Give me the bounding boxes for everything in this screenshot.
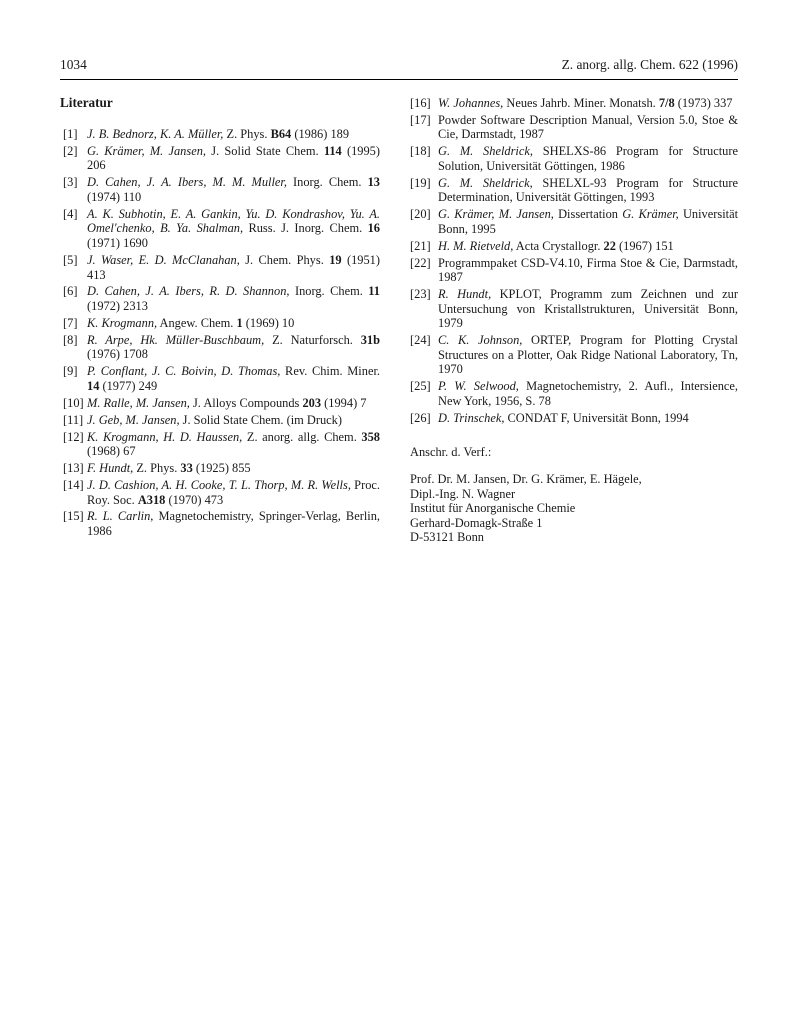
reference-volume: 19: [329, 252, 342, 267]
reference-text: (1967) 151: [615, 238, 674, 253]
reference-authors: R. Hundt,: [438, 287, 492, 302]
reference-number: [26]: [410, 410, 431, 425]
reference-text: Neues Jahrb. Miner. Monatsh.: [503, 96, 659, 110]
reference-volume: 14: [87, 378, 100, 393]
reference-text: (1994) 7: [321, 395, 367, 410]
reference-text: (1970) 473: [165, 492, 224, 507]
left-column: [60, 96, 380, 541]
header-rule: [60, 79, 738, 80]
address-line: Prof. Dr. M. Jansen, Dr. G. Krämer, E. Hägele,: [410, 472, 642, 487]
reference-authors: J. Waser, E. D. McClanahan,: [87, 252, 240, 267]
reference-item: [60, 396, 380, 411]
reference-number: [21]: [410, 238, 431, 253]
reference-item: [410, 239, 738, 254]
reference-item: [60, 478, 380, 507]
reference-authors: C. K. Johnson,: [438, 333, 523, 348]
address-lines: [410, 472, 738, 545]
reference-text: (1972) 2313: [87, 299, 148, 314]
reference-number: [12]: [63, 429, 84, 444]
reference-authors: P. Conflant, J. C. Boivin, D. Thomas,: [87, 364, 281, 379]
reference-text: (1976) 1708: [87, 347, 148, 362]
reference-volume: 11: [368, 284, 380, 299]
reference-text: J. Solid State Chem.: [206, 143, 324, 158]
reference-number: [20]: [410, 207, 431, 222]
reference-text: Inorg. Chem.: [289, 284, 369, 299]
reference-number: [18]: [410, 144, 431, 159]
reference-text: (1951) 413: [87, 252, 380, 282]
reference-text: Angew. Chem.: [157, 315, 237, 330]
reference-number: [10]: [63, 395, 84, 410]
reference-number: [15]: [63, 509, 84, 524]
address-label: Anschr. d. Verf.:: [410, 445, 492, 460]
reference-text: Dissertation: [553, 207, 623, 222]
reference-text: Universität Bonn, 1995: [438, 207, 739, 236]
page-number: 1034: [60, 57, 87, 72]
reference-authors: F. Hundt,: [87, 461, 134, 476]
reference-item: [60, 144, 380, 173]
reference-text: Inorg. Chem.: [286, 175, 368, 190]
reference-item: [60, 333, 380, 362]
address-line: Institut für Anorganische Chemie: [410, 501, 576, 516]
reference-number: [11]: [63, 412, 84, 427]
reference-text: (1986) 189: [291, 127, 350, 141]
reference-item: [60, 253, 380, 282]
reference-item: [60, 364, 380, 393]
reference-volume: 31b: [360, 332, 381, 347]
reference-item: [60, 413, 380, 428]
reference-text: (1977) 249: [99, 378, 158, 393]
reference-text: Z. Naturforsch.: [264, 332, 361, 347]
reference-text: Z. Phys.: [223, 127, 271, 141]
reference-text: Proc. Roy. Soc.: [87, 477, 380, 507]
reference-volume: 1: [236, 315, 243, 330]
reference-text: (1968) 67: [87, 444, 136, 459]
reference-number: [17]: [410, 112, 431, 127]
reference-volume: 16: [367, 221, 380, 236]
reference-volume: 33: [180, 461, 193, 476]
reference-text: (1974) 110: [87, 189, 142, 204]
reference-number: [13]: [63, 461, 84, 476]
reference-text: Programmpaket CSD-V4.10, Firma Stoe & Cie, Darmstadt, 1987: [438, 255, 738, 285]
reference-list-left: [60, 127, 380, 539]
reference-number: [24]: [410, 333, 431, 348]
reference-number: [16]: [410, 96, 431, 110]
reference-volume: 7/8: [658, 96, 675, 110]
reference-item: [60, 175, 380, 204]
reference-text: Russ. J. Inorg. Chem.: [243, 221, 368, 236]
reference-text: (1995) 206: [87, 143, 381, 173]
reference-text: J. Alloys Compounds: [189, 395, 303, 410]
reference-authors: D. Cahen, J. A. Ibers, R. D. Shannon,: [87, 284, 290, 299]
reference-item: [60, 207, 380, 251]
reference-item: [410, 256, 738, 285]
reference-item: [410, 96, 738, 111]
reference-number: [25]: [410, 379, 431, 394]
reference-text: SHELXS-86 Program for Structure Solution, Universität Göttingen, 1986: [438, 144, 738, 173]
reference-number: [6]: [63, 284, 78, 299]
reference-item: [410, 379, 738, 408]
reference-number: [5]: [63, 252, 78, 267]
reference-text: Z. anorg. allg. Chem.: [242, 429, 362, 444]
reference-authors: G. M. Sheldrick,: [438, 144, 533, 159]
reference-text: J. Chem. Phys.: [239, 252, 330, 267]
reference-volume: B64: [270, 127, 292, 141]
reference-authors: K. Krogmann,: [87, 315, 158, 330]
reference-text: Magnetochemistry, 2. Aufl., Intersience, New York, 1956, S. 78: [438, 379, 738, 408]
reference-item: [60, 430, 380, 459]
reference-item: [60, 316, 380, 331]
reference-text: (1969) 10: [242, 315, 295, 330]
reference-authors: J. D. Cashion, A. H. Cooke, T. L. Thorp, M. R. Wells,: [87, 477, 351, 492]
reference-number: [9]: [63, 364, 78, 379]
reference-number: [8]: [63, 332, 78, 347]
reference-authors: M. Ralle, M. Jansen,: [87, 395, 190, 410]
reference-volume: 358: [361, 429, 380, 444]
reference-text: (1925) 855: [192, 461, 251, 476]
reference-authors: J. Geb, M. Jansen,: [87, 412, 180, 427]
right-column: [410, 96, 738, 545]
reference-number: [2]: [63, 143, 78, 158]
reference-volume: A318: [137, 492, 166, 507]
reference-volume: 114: [323, 143, 342, 158]
reference-text: ORTEP, Program for Plotting Crystal Structures on a Plotter, Oak Ridge National Laboratory, Tn, 1970: [438, 333, 738, 377]
reference-item: [410, 113, 738, 142]
reference-text: Rev. Chim. Miner.: [280, 364, 380, 379]
reference-text: (1971) 1690: [87, 236, 148, 251]
reference-item: [60, 284, 380, 313]
reference-authors: R. L. Carlin,: [87, 509, 154, 524]
reference-authors: G. M. Sheldrick,: [438, 175, 533, 190]
reference-authors: R. Arpe, Hk. Müller-Buschbaum,: [87, 332, 265, 347]
reference-item: [60, 127, 380, 142]
address-line: D-53121 Bonn: [410, 530, 484, 545]
reference-text: Magnetochemistry, Springer-Verlag, Berlin, 1986: [87, 509, 381, 538]
reference-authors: W. Johannes,: [438, 96, 504, 110]
reference-item: [410, 287, 738, 331]
reference-list-right: [410, 96, 738, 425]
reference-text: J. Solid State Chem. (im Druck): [179, 412, 343, 427]
reference-authors: A. K. Subhotin, E. A. Gankin, Yu. D. Kondrashov, Yu. A. Omel'chenko, B. Ya. Shalman,: [87, 206, 380, 236]
reference-number: [3]: [63, 175, 78, 190]
reference-number: [14]: [63, 477, 84, 492]
journal-reference: Z. anorg. allg. Chem. 622 (1996): [561, 57, 738, 72]
reference-authors: G. Krämer, M. Jansen,: [438, 207, 554, 222]
reference-volume: 203: [302, 395, 322, 410]
reference-authors: K. Krogmann, H. D. Haussen,: [87, 429, 243, 444]
reference-authors: D. Cahen, J. A. Ibers, M. M. Muller,: [87, 175, 287, 190]
reference-item: [410, 207, 738, 236]
reference-item: [410, 176, 738, 205]
reference-authors: G. Krämer,: [622, 207, 679, 222]
reference-number: [4]: [63, 206, 78, 221]
reference-text: (1973) 337: [674, 96, 733, 110]
reference-volume: 13: [367, 175, 380, 190]
reference-number: [1]: [63, 127, 78, 141]
reference-authors: P. W. Selwood,: [438, 379, 519, 394]
reference-number: [23]: [410, 287, 431, 302]
address-line: Dipl.-Ing. N. Wagner: [410, 486, 516, 501]
reference-item: [410, 333, 738, 377]
reference-volume: 22: [603, 238, 616, 253]
reference-number: [7]: [63, 315, 78, 330]
reference-authors: G. Krämer, M. Jansen,: [87, 143, 206, 158]
author-address: [410, 445, 738, 545]
reference-number: [19]: [410, 175, 431, 190]
reference-authors: D. Trinschek,: [438, 410, 505, 425]
reference-text: Acta Crystallogr.: [513, 238, 604, 253]
reference-text: SHELXL-93 Program for Structure Determination, Universität Göttingen, 1993: [438, 175, 738, 205]
reference-text: CONDAT F, Universität Bonn, 1994: [504, 410, 689, 425]
address-line: Gerhard-Domagk-Straße 1: [410, 515, 543, 530]
section-title: Literatur: [60, 95, 113, 110]
reference-text: Z. Phys.: [133, 461, 181, 476]
reference-text: Powder Software Description Manual, Version 5.0, Stoe & Cie, Darmstadt, 1987: [438, 112, 738, 142]
reference-text: KPLOT, Programm zum Zeichnen und zur Untersuchung von Kristallstrukturen, Universität Bonn, 1979: [438, 287, 738, 331]
reference-authors: H. M. Rietveld,: [438, 238, 514, 253]
reference-item: [60, 509, 380, 538]
page-header: [60, 58, 738, 78]
reference-item: [410, 144, 738, 173]
reference-number: [22]: [410, 255, 431, 270]
reference-item: [60, 461, 380, 476]
reference-item: [410, 411, 738, 426]
reference-authors: J. B. Bednorz, K. A. Müller,: [87, 127, 224, 141]
